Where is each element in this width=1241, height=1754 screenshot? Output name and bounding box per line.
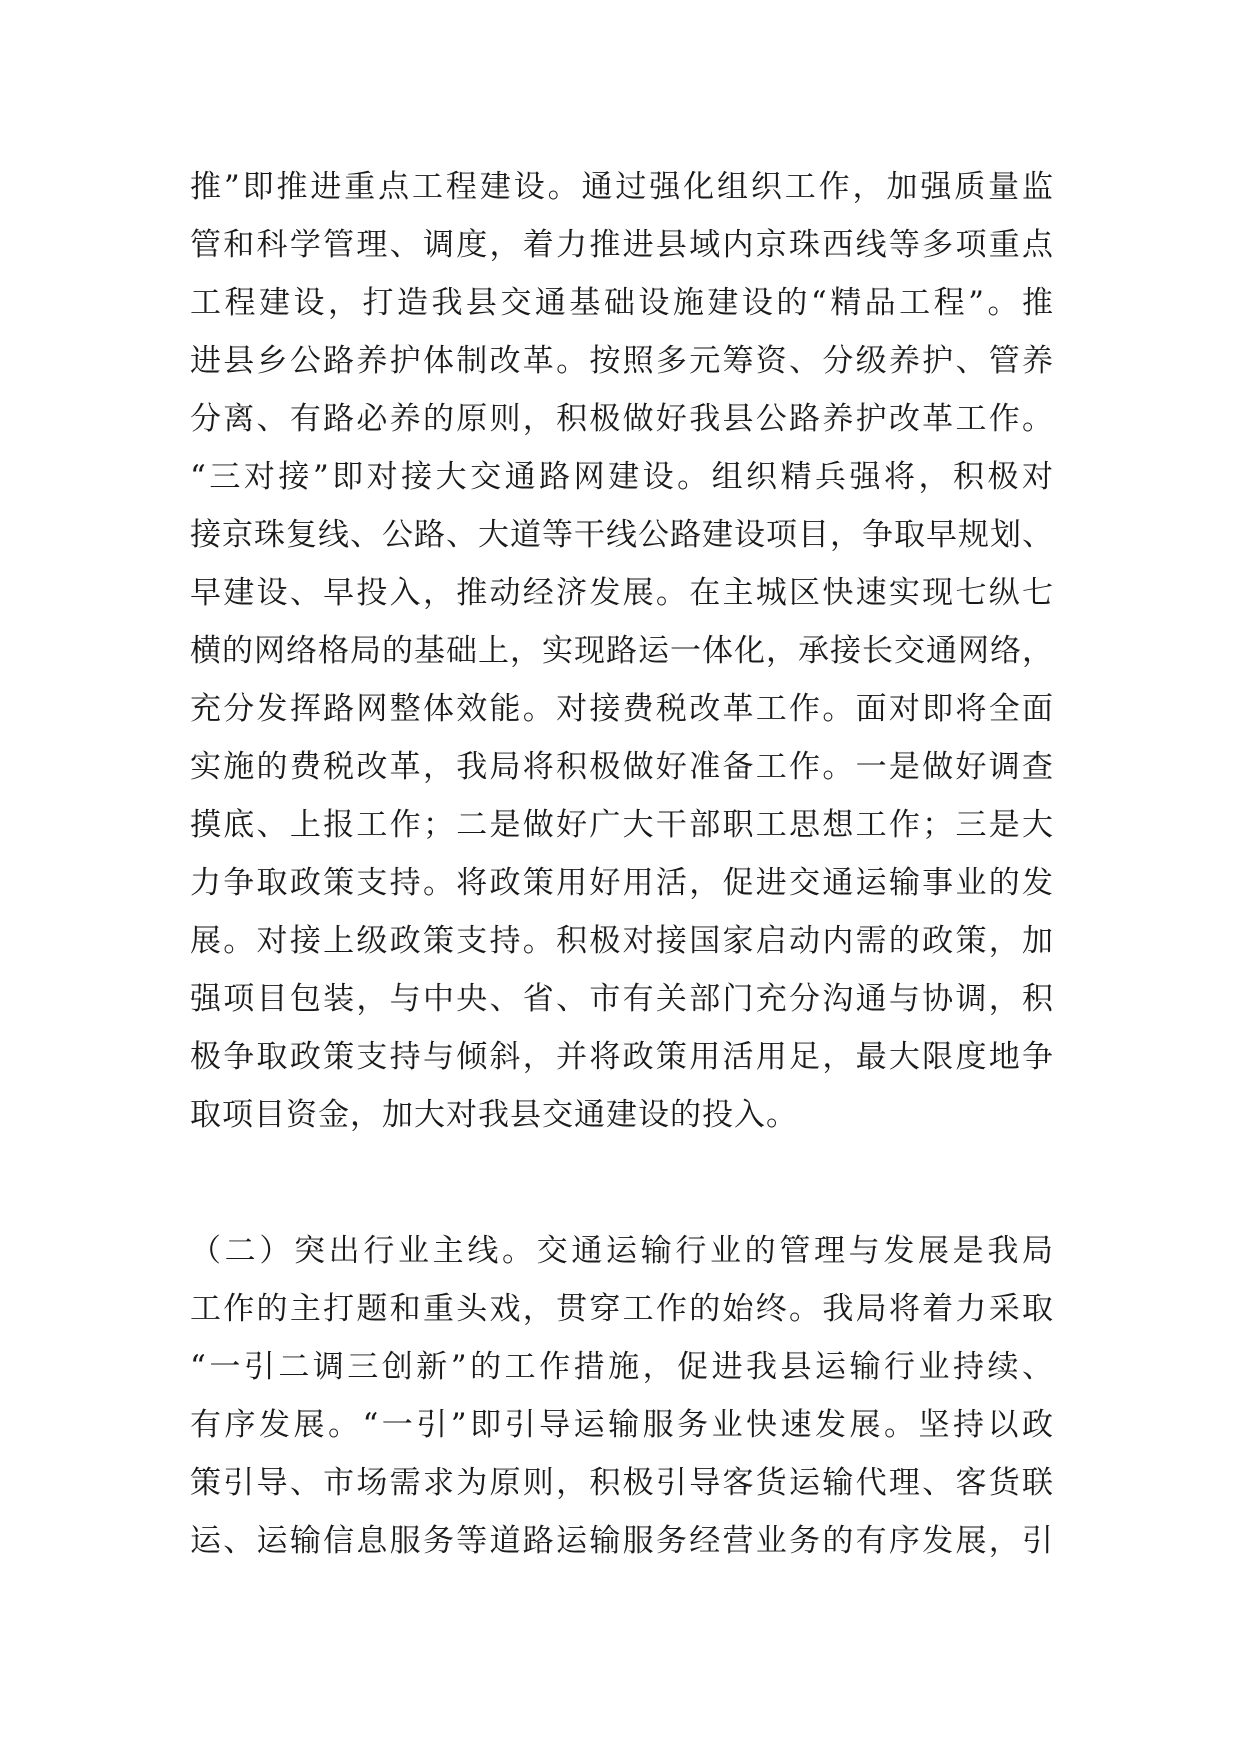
paragraph-line: 管和科学管理、调度，着力推进县域内京珠西线等多项重点 (190, 227, 1054, 263)
paragraph-1 (190, 158, 1054, 1144)
paragraph-line: 有序发展。“一引”即引导运输服务业快速发展。坚持以政 (190, 1407, 1054, 1443)
paragraph-line: 充分发挥路网整体效能。对接费税改革工作。面对即将全面 (190, 691, 1054, 727)
paragraph-line: 工作的主打题和重头戏，贯穿工作的始终。我局将着力采取 (190, 1291, 1054, 1327)
paragraph-line: 进县乡公路养护体制改革。按照多元筹资、分级养护、管养 (190, 343, 1054, 379)
paragraph-line: 强项目包装，与中央、省、市有关部门充分沟通与协调，积 (190, 981, 1054, 1017)
paragraph-line: 极争取政策支持与倾斜，并将政策用活用足，最大限度地争 (190, 1039, 1054, 1075)
paragraph-2 (190, 1222, 1054, 1570)
paragraph-line: （二）突出行业主线。交通运输行业的管理与发展是我局 (190, 1233, 1054, 1269)
paragraph-line: 横的网络格局的基础上，实现路运一体化，承接长交通网络， (190, 633, 1054, 669)
paragraph-line: “三对接”即对接大交通路网建设。组织精兵强将，积极对 (190, 459, 1054, 495)
paragraph-line: 早建设、早投入，推动经济发展。在主城区快速实现七纵七 (190, 575, 1054, 611)
paragraph-line: 展。对接上级政策支持。积极对接国家启动内需的政策，加 (190, 923, 1054, 959)
paragraph-line: 接京珠复线、公路、大道等干线公路建设项目，争取早规划、 (190, 517, 1054, 553)
paragraph-line: 推”即推进重点工程建设。通过强化组织工作，加强质量监 (190, 169, 1054, 205)
paragraph-line: 工程建设，打造我县交通基础设施建设的“精品工程”。推 (190, 285, 1054, 321)
paragraph-line: 取项目资金，加大对我县交通建设的投入。 (190, 1097, 798, 1133)
paragraph-line: 摸底、上报工作；二是做好广大干部职工思想工作；三是大 (190, 807, 1054, 843)
paragraph-line: 分离、有路必养的原则，积极做好我县公路养护改革工作。 (190, 401, 1054, 437)
paragraph-line: 运、运输信息服务等道路运输服务经营业务的有序发展，引 (190, 1523, 1054, 1559)
paragraph-line: 策引导、市场需求为原则，积极引导客货运输代理、客货联 (190, 1465, 1054, 1501)
paragraph-line: 实施的费税改革，我局将积极做好准备工作。一是做好调查 (190, 749, 1054, 785)
paragraph-line: 力争取政策支持。将政策用好用活，促进交通运输事业的发 (190, 865, 1054, 901)
paragraph-line: “一引二调三创新”的工作措施，促进我县运输行业持续、 (190, 1349, 1054, 1385)
